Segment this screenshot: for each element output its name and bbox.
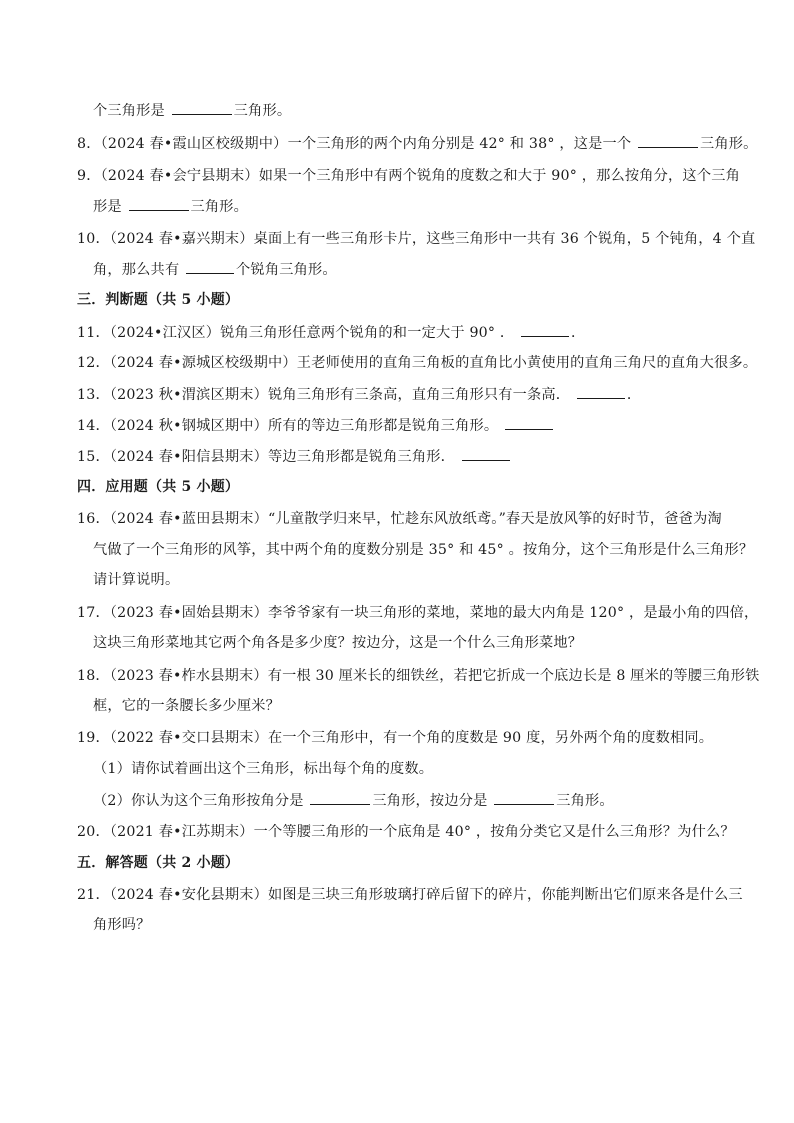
section-heading-application: 四．应用题（共 5 小题） bbox=[77, 479, 240, 495]
answer-blank[interactable] bbox=[505, 415, 553, 430]
answer-blank[interactable] bbox=[129, 196, 189, 211]
question-text: 20．（2021 春•江苏期末）一个等腰三角形的一个底角是 40° ，按角分类它又是什么三角形？为什么？ bbox=[77, 824, 735, 840]
question-text: 16．（2024 春•蓝田县期末）“儿童散学归来早，忙趁东风放纸鸢。”春天是放风筝的好时节，爸爸为淘 bbox=[77, 511, 722, 527]
question-21 bbox=[77, 885, 743, 905]
section-heading-answer: 五．解答题（共 2 小题） bbox=[77, 855, 240, 871]
question-text: 这块三角形菜地其它两个角各是多少度？按边分，这是一个什么三角形菜地？ bbox=[93, 635, 583, 651]
answer-blank[interactable] bbox=[494, 790, 554, 805]
question-text: 10．（2024 春•嘉兴期末）桌面上有一些三角形卡片，这些三角形中一共有 36 个锐角，5 个钝角，4 个直 bbox=[77, 231, 756, 247]
question-19-part1 bbox=[93, 759, 433, 779]
question-text: 框，它的一条腰长多少厘米？ bbox=[93, 698, 281, 714]
answer-blank[interactable] bbox=[521, 322, 569, 337]
answer-blank[interactable] bbox=[172, 100, 232, 115]
answer-blank[interactable] bbox=[186, 259, 234, 274]
question-10 bbox=[77, 229, 755, 249]
question-9 bbox=[77, 166, 740, 186]
question-7-continuation bbox=[93, 100, 291, 121]
text: 三角形。 bbox=[190, 199, 249, 215]
question-text: （2）你认为这个三角形按角分是 bbox=[93, 793, 304, 809]
question-15 bbox=[77, 446, 512, 467]
question-18-line2 bbox=[93, 696, 280, 716]
question-text: 17．（2023 春•固始县期末）李爷爷家有一块三角形的菜地，菜地的最大内角是 120° ，是最小角的四倍， bbox=[77, 605, 759, 621]
question-11 bbox=[77, 322, 585, 343]
text: 个锐角三角形。 bbox=[236, 262, 337, 278]
question-13 bbox=[77, 384, 641, 405]
answer-blank[interactable] bbox=[577, 384, 625, 399]
question-text: 14．（2024 秋•钢城区期中）所有的等边三角形都是锐角三角形。 bbox=[77, 418, 499, 434]
section-heading-judgment: 三．判断题（共 5 小题） bbox=[77, 292, 240, 308]
question-text: 请计算说明。 bbox=[93, 572, 180, 588]
text: 个三角形是 bbox=[93, 103, 165, 119]
question-8 bbox=[77, 133, 758, 154]
question-text: 21．（2024 春•安化县期末）如图是三块三角形玻璃打碎后留下的碎片，你能判断出它们原来各是什么三 bbox=[77, 887, 743, 903]
text: 三角形。 bbox=[233, 103, 292, 119]
question-text: 13．（2023 秋•渭滨区期末）锐角三角形有三条高，直角三角形只有一条高． bbox=[77, 387, 571, 403]
question-text: （1）请你试着画出这个三角形，标出每个角的度数。 bbox=[93, 761, 434, 777]
question-17-line2 bbox=[93, 633, 582, 653]
question-17 bbox=[77, 603, 758, 623]
question-20 bbox=[77, 822, 735, 842]
question-16 bbox=[77, 509, 722, 529]
text: 三角形。 bbox=[556, 793, 614, 809]
question-14 bbox=[77, 415, 555, 436]
question-text: 11．（2024•江汉区）锐角三角形任意两个锐角的和一定大于 90° ． bbox=[77, 325, 515, 341]
answer-blank[interactable] bbox=[638, 133, 698, 148]
question-19 bbox=[77, 728, 713, 748]
text: 角，那么共有 bbox=[93, 262, 180, 278]
answer-blank[interactable] bbox=[310, 790, 370, 805]
question-text: 8．（2024 春•霞山区校级期中）一个三角形的两个内角分别是 42° 和 38° ，这是一个 bbox=[77, 136, 632, 152]
question-text: 气做了一个三角形的风筝，其中两个角的度数分别是 35° 和 45° 。按角分，这个三角形是什么三角形？ bbox=[93, 542, 754, 558]
text: ． bbox=[626, 387, 642, 403]
question-text: 12．（2024 春•源城区校级期中）王老师使用的直角三角板的直角比小黄使用的直角三角尺的直角大很多。 bbox=[77, 355, 758, 371]
question-10-line2 bbox=[93, 259, 337, 280]
text: 形是 bbox=[93, 199, 122, 215]
text: 三角形。 bbox=[700, 136, 758, 152]
question-16-line2 bbox=[93, 540, 753, 560]
question-text: 9．（2024 春•会宁县期末）如果一个三角形中有两个锐角的度数之和大于 90° ，那么按角分，这个三角 bbox=[77, 168, 740, 184]
question-text: 18．（2023 春•柞水县期末）有一根 30 厘米长的细铁丝，若把它折成一个底边长是 8 厘米的等腰三角形铁 bbox=[77, 668, 760, 684]
question-text: 15．（2024 春•阳信县期末）等边三角形都是锐角三角形． bbox=[77, 449, 456, 465]
question-16-line3 bbox=[93, 570, 179, 590]
question-12 bbox=[77, 353, 757, 373]
question-9-line2 bbox=[93, 196, 248, 217]
question-21-line2 bbox=[93, 915, 151, 935]
text: ． bbox=[571, 325, 586, 341]
answer-blank[interactable] bbox=[462, 446, 510, 461]
question-18 bbox=[77, 666, 760, 686]
question-19-part2 bbox=[93, 790, 614, 811]
text: 三角形，按边分是 bbox=[372, 793, 488, 809]
question-text: 19．（2022 春•交口县期末）在一个三角形中，有一个角的度数是 90 度，另外两个角的度数相同。 bbox=[77, 730, 714, 746]
question-text: 角形吗？ bbox=[93, 917, 151, 933]
